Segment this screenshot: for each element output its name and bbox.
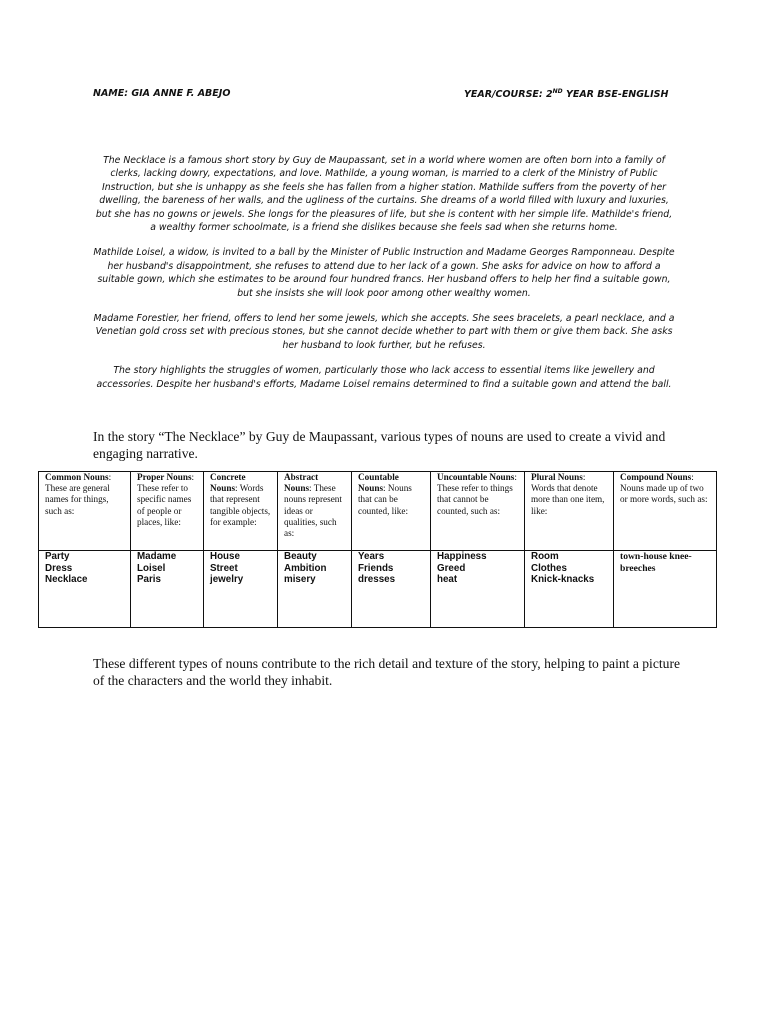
examples-cell-countable bbox=[352, 551, 431, 628]
example-word: Party bbox=[45, 551, 70, 562]
year-course-suffix: YEAR BSE-ENGLISH bbox=[562, 89, 669, 101]
example-word: Street bbox=[210, 562, 238, 574]
example-word: Room bbox=[531, 551, 559, 562]
term-plural: Plural Nouns bbox=[531, 472, 583, 482]
year-course-ordinal: ND bbox=[552, 88, 563, 95]
example-word: Knick-knacks bbox=[531, 574, 595, 586]
example-word: Clothes bbox=[531, 562, 567, 574]
example-word: Paris bbox=[137, 574, 161, 586]
examples-cell-proper bbox=[131, 551, 204, 628]
year-course bbox=[464, 88, 668, 100]
example-word: Friends bbox=[358, 562, 394, 574]
desc-plural: : Words that denote more than one item, like: bbox=[531, 472, 605, 516]
summary-paragraph-3: Madame Forestier, her friend, offers to lend her some jewels, which she accepts. She sees bracelets, a pearl necklace, and a Venetian gold cross set with precious stones, but she cannot decide whether to part with them or give them back. She asks her husband to look further, but he refuses. bbox=[93, 313, 675, 351]
example-word: heat bbox=[437, 574, 458, 586]
closing-paragraph: These different types of nouns contribute to the rich detail and texture of the story, helping to paint a picture of the characters and the world they inhabit. bbox=[93, 656, 680, 688]
example-word: Ambition bbox=[284, 562, 327, 574]
term-common: Common Nouns bbox=[45, 472, 109, 482]
term-countable: Countable Nouns bbox=[358, 472, 399, 494]
desc-compound: : Nouns made up of two or more words, such as: bbox=[620, 472, 708, 505]
header-cell-uncountable bbox=[431, 472, 525, 551]
header-cell-compound bbox=[614, 472, 717, 551]
example-word: Dress bbox=[45, 562, 73, 574]
summary-paragraph-2: Mathilde Loisel, a widow, is invited to a ball by the Minister of Public Instruction and Madame Georges Ramponneau. Despite her husband's disappointment, she refuses to attend due to her lack of a gown. She asks for advice on how to afford a suitable gown, which she estimates to be around four hundred francs. Her husband offers to help her find a suitable gown, but she insists she will look poor among other wealthy women. bbox=[93, 247, 675, 299]
story-summary bbox=[92, 154, 676, 403]
noun-types-table bbox=[38, 471, 717, 628]
examples-cell-common bbox=[39, 551, 131, 628]
term-proper: Proper Nouns bbox=[137, 472, 192, 482]
example-word: misery bbox=[284, 574, 316, 586]
summary-paragraph-1: The Necklace is a famous short story by Guy de Maupassant, set in a world where women are often born into a family of clerks, lacking dowry, expectations, and love. Mathilde, a young woman, is married to a clerk of the Ministry of Public Instruction, but she is unhappy as she feels she has fallen from a higher station. Mathilde suffers from the poverty of her dwelling, the bareness of her walls, and the ugliness of the curtains. She dreams of a world filled with luxury and luxuries, but she has no gowns or jewels. She longs for the pleasures of life, but she is content with her simple life. Mathilde's friend, a wealthy former schoolmate, is a friend she dislikes because she feels sad when she returns home. bbox=[95, 155, 673, 234]
example-word: dresses bbox=[358, 574, 396, 586]
desc-uncountable: : These refer to things that cannot be counted, such as: bbox=[437, 472, 517, 516]
term-concrete: Concrete Nouns bbox=[210, 472, 246, 494]
examples-cell-uncountable bbox=[431, 551, 525, 628]
header-cell-proper bbox=[131, 472, 204, 551]
header-cell-abstract bbox=[278, 472, 352, 551]
desc-abstract: : These nouns represent ideas or qualities, such as: bbox=[284, 483, 342, 539]
term-uncountable: Uncountable Nouns bbox=[437, 472, 515, 482]
example-word: Greed bbox=[437, 562, 466, 574]
year-course-prefix: YEAR/COURSE: 2 bbox=[464, 89, 553, 101]
example-word: town-house knee-breeches bbox=[620, 551, 692, 574]
term-compound: Compound Nouns bbox=[620, 472, 692, 482]
header-cell-countable bbox=[352, 472, 431, 551]
example-word: Beauty bbox=[284, 551, 317, 562]
examples-cell-compound bbox=[614, 551, 717, 628]
student-name: NAME: GIA ANNE F. ABEJO bbox=[93, 88, 231, 99]
example-word: jewelry bbox=[210, 574, 244, 586]
examples-cell-concrete bbox=[204, 551, 278, 628]
intro-paragraph: In the story “The Necklace” by Guy de Maupassant, various types of nouns are used to create a vivid and engaging narrative. bbox=[93, 429, 666, 461]
examples-cell-abstract bbox=[278, 551, 352, 628]
header-cell-common bbox=[39, 472, 131, 551]
examples-cell-plural bbox=[525, 551, 614, 628]
table-header-row bbox=[39, 472, 717, 551]
summary-paragraph-4: The story highlights the struggles of women, particularly those who lack access to essential items like jewellery and accessories. Despite her husband's efforts, Madame Loisel remains determined to find a suitable gown and attend the ball. bbox=[96, 365, 672, 390]
desc-proper: : These refer to specific names of people or places, like: bbox=[137, 472, 195, 527]
example-word: Madame bbox=[137, 551, 177, 562]
desc-concrete: : Words that represent tangible objects, for example: bbox=[210, 483, 271, 527]
example-word: Loisel bbox=[137, 562, 166, 574]
example-word: Happiness bbox=[437, 551, 487, 562]
desc-common: : These are general names for things, such as: bbox=[45, 472, 112, 516]
example-word: Years bbox=[358, 551, 385, 562]
example-word: Necklace bbox=[45, 574, 88, 586]
header-cell-plural bbox=[525, 472, 614, 551]
desc-countable: : Nouns that can be counted, like: bbox=[358, 483, 412, 516]
table-examples-row bbox=[39, 551, 717, 628]
term-abstract: Abstract Nouns bbox=[284, 472, 319, 494]
example-word: House bbox=[210, 551, 240, 562]
header-cell-concrete bbox=[204, 472, 278, 551]
